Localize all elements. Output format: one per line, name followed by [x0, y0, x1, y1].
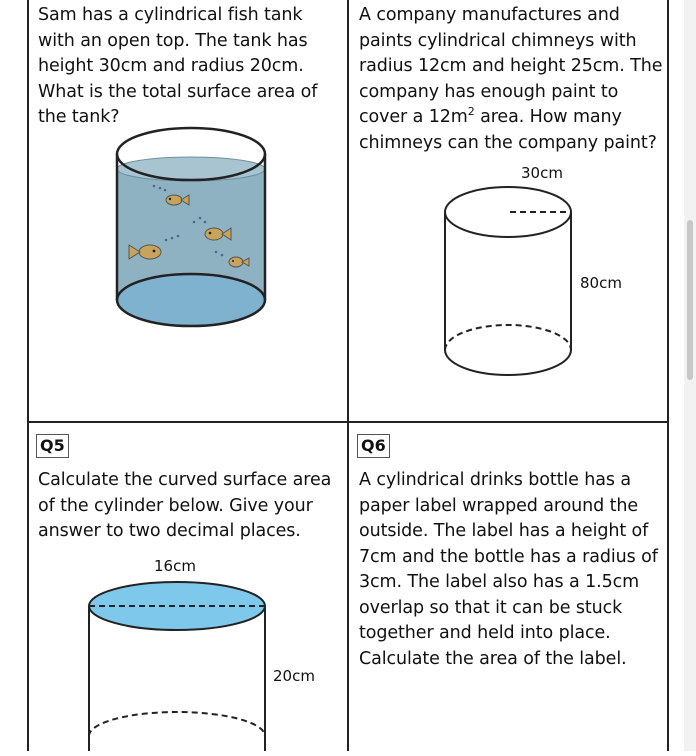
tank-base	[117, 274, 265, 326]
chimney-base-front	[445, 350, 571, 375]
q6-label: Q6	[357, 434, 390, 458]
column-divider	[347, 0, 349, 751]
q5-top-label: 16cm	[154, 557, 196, 575]
row-divider	[27, 421, 669, 423]
outer-left-border	[27, 0, 29, 751]
question-fish-tank-text: Sam has a cylindrical fish tank with an open top. The tank has height 30cm and radius 20cm. What is the total surface area of the tank?	[38, 5, 318, 127]
question-chimney-text	[359, 3, 664, 156]
outer-right-border	[667, 0, 669, 751]
fish-tank-diagram	[106, 122, 276, 342]
tank-water-surface	[117, 157, 265, 181]
question-chimney-text-end: area. How many chimneys can the company paint?	[359, 107, 657, 153]
q5-base-back	[89, 712, 265, 736]
chimney-cylinder-diagram	[436, 180, 586, 390]
chimney-height-label: 80cm	[580, 274, 622, 292]
scrollbar-thumb[interactable]	[687, 220, 693, 380]
chimney-base-back	[445, 325, 571, 350]
vertical-scrollbar[interactable]	[684, 0, 696, 751]
q5-label: Q5	[36, 434, 69, 458]
q5-top-ellipse	[89, 582, 265, 630]
squared-superscript: 2	[467, 105, 475, 119]
q5-cylinder-diagram	[82, 576, 272, 756]
q5-height-label: 20cm	[273, 667, 315, 685]
question-chimney-text-main: A company manufactures and paints cylindrical chimneys with radius 12cm and height 25cm. The company has enough paint to cover a 12m	[359, 5, 663, 127]
q6-question-text: A cylindrical drinks bottle has a paper label wrapped around the outside. The label has a height of 7cm and the bottle has a radius of 3cm. The label also has a 1.5cm overlap so that it can be stuck together and held into place. Calculate the area of the label.	[359, 470, 658, 669]
q5-question-text: Calculate the curved surface area of the cylinder below. Give your answer to two decimal places.	[38, 470, 332, 541]
chimney-top-label: 30cm	[521, 164, 563, 182]
